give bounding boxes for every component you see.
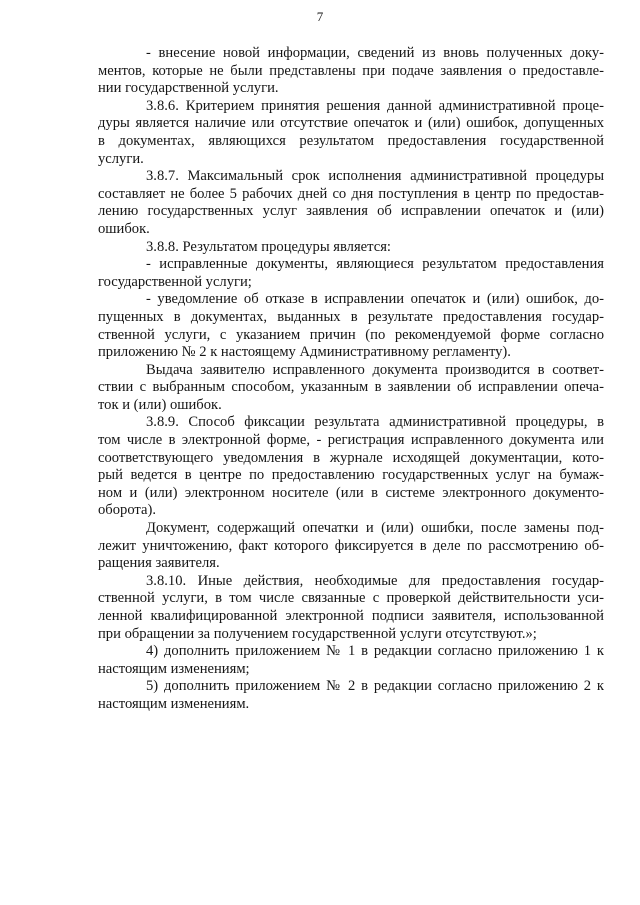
text-line: 3.8.8. Результатом процедуры является: bbox=[146, 238, 391, 255]
text-line: - исправленные документы, являющиеся результатом предоставления bbox=[146, 256, 604, 273]
text-line: том числе в электронной форме, - регистрация исправленного документа или bbox=[98, 432, 604, 449]
text-line: 3.8.10. Иные действия, необходимые для предоставления государ- bbox=[146, 572, 604, 589]
document-body bbox=[98, 45, 604, 714]
text-line: ном и (или) электронном носителе (или в системе электронного документо- bbox=[98, 484, 604, 501]
text-line: 3.8.7. Максимальный срок исполнения административной процедуры bbox=[146, 168, 604, 185]
text-line: ментов, которые не были представлены при подаче заявления о предоставле- bbox=[98, 62, 604, 79]
text-line: дуры является наличие или отсутствие опечаток и (или) ошибок, допущенных bbox=[98, 115, 604, 132]
text-line: услуги. bbox=[98, 150, 144, 167]
text-line: составляет не более 5 рабочих дней со дня поступления в центр по предостав- bbox=[98, 185, 604, 202]
text-line: - внесение новой информации, сведений из вновь полученных доку- bbox=[146, 45, 604, 61]
text-line: 3.8.9. Способ фиксации результата административной процедуры, в bbox=[146, 414, 604, 431]
text-line: Выдача заявителю исправленного документа производится в соответ- bbox=[146, 361, 604, 378]
text-line: 5) дополнить приложением № 2 в редакции согласно приложению 2 к bbox=[146, 678, 604, 695]
text-line: ственной услуги, в том числе связанные с проверкой действительности уси- bbox=[98, 590, 604, 607]
text-line: настоящим изменениям. bbox=[98, 695, 250, 712]
text-line: 3.8.6. Критерием принятия решения данной административной проце- bbox=[146, 97, 604, 114]
text-line: оборота). bbox=[98, 502, 156, 519]
text-line: рый ведется в центре по предоставлению государственных услуг на бумаж- bbox=[98, 467, 604, 484]
text-line: настоящим изменениям; bbox=[98, 660, 250, 677]
text-line: ствии с выбранным способом, указанным в заявлении об исправлении опеча- bbox=[98, 379, 604, 396]
text-line: ращения заявителя. bbox=[98, 555, 220, 572]
text-line: пущенных в документах, выданных в результате предоставления государ- bbox=[98, 308, 604, 325]
text-line: ошибок. bbox=[98, 220, 150, 237]
text-line: в документах, являющихся результатом предоставления государственной bbox=[98, 132, 604, 149]
text-line: государственной услуги; bbox=[98, 273, 252, 290]
text-line: ток и (или) ошибок. bbox=[98, 396, 222, 413]
page-number: 7 bbox=[316, 9, 324, 24]
text-line: приложению № 2 к настоящему Административному регламенту). bbox=[98, 344, 511, 361]
text-line: Документ, содержащий опечатки и (или) ошибки, после замены под- bbox=[146, 520, 604, 537]
text-line: 4) дополнить приложением № 1 в редакции согласно приложению 1 к bbox=[146, 643, 604, 660]
text-line: нии государственной услуги. bbox=[98, 80, 279, 97]
text-line: лению государственных услуг заявления об исправлении опечаток и (или) bbox=[98, 203, 604, 220]
text-line: ленной квалифицированной электронной подписи заявителя, использованной bbox=[98, 608, 604, 624]
text-line: - уведомление об отказе в исправлении опечаток и (или) ошибок, до- bbox=[146, 291, 604, 308]
text-line: ственной услуги, с указанием причин (по рекомендуемой форме согласно bbox=[98, 326, 604, 343]
text-line: соответствующего уведомления в журнале исходящей документации, кото- bbox=[98, 449, 604, 466]
text-line: при обращении за получением государственной услуги отсутствуют.»; bbox=[98, 625, 537, 642]
text-line: лежит уничтожению, факт которого фиксируется в деле по рассмотрению об- bbox=[98, 537, 604, 554]
